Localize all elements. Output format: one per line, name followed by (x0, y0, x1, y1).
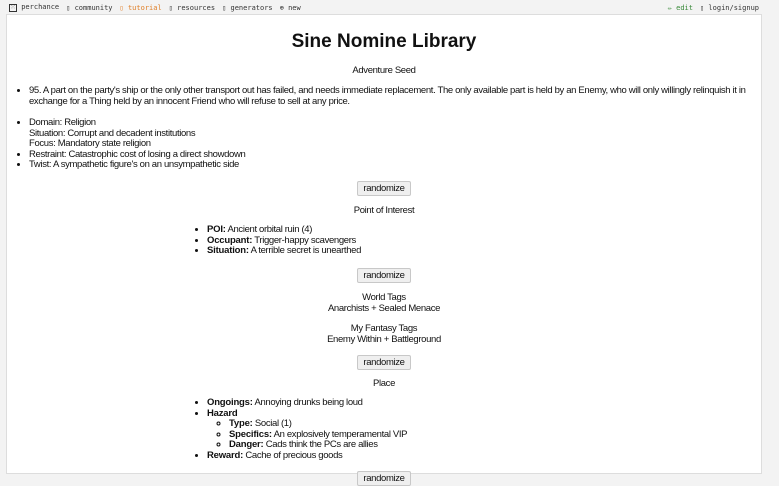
domain: Domain: Religion (29, 117, 96, 128)
fantasy-tags: Enemy Within + Battleground (327, 334, 441, 345)
fantasy-tags-heading: My Fantasy Tags (350, 323, 418, 334)
situation-item (207, 246, 361, 257)
seed-list (7, 86, 779, 107)
key: Danger: (229, 439, 264, 451)
value: Social (1) (252, 418, 292, 430)
randomize-adventure-button[interactable]: randomize (357, 181, 410, 196)
key: POI: (207, 224, 226, 235)
generator-output (6, 14, 762, 484)
key: Type: (229, 418, 253, 430)
seed-domain-block (29, 118, 245, 150)
poi-heading: Point of Interest (353, 205, 415, 216)
nav-tutorial[interactable]: ▯ tutorial (119, 3, 162, 12)
nav-label: new (288, 3, 301, 12)
place-list (185, 398, 407, 462)
nav-label: resources (177, 3, 216, 12)
restraint: • Restraint: Catastrophic cost of losing a direct showdown (29, 150, 245, 161)
value: Cads think the PCs are allies (263, 439, 378, 451)
key: Specifics: (229, 428, 272, 440)
nav-label: generators (230, 3, 273, 12)
randomize-poi-button[interactable]: randomize (357, 268, 410, 283)
hazard-sublist (207, 419, 407, 451)
edit-button[interactable]: ✏ edit (667, 4, 693, 12)
page-title: Sine Nomine Library (291, 31, 477, 52)
value: Annoying drunks being loud (252, 397, 363, 408)
nav-community[interactable]: ▯ community (66, 3, 113, 12)
key: Ongoings: (207, 397, 253, 408)
place-heading: Place (372, 378, 395, 389)
key: Occupant: (207, 234, 253, 246)
randomize-place-button[interactable]: randomize (357, 471, 410, 486)
top-nav (0, 0, 768, 14)
twist: • Twist: A sympathetic figure's on an unsympathetic side (29, 160, 245, 171)
poi-list (185, 225, 361, 257)
seed-text: • 95. A part on the party's ship or the only other transport out has failed, and needs immediate replacement. The only available part is held by an Enemy, who will only willingly relinquish it in exchange for a Thing held by an innocent Friend who will refuse to sell at any price. (29, 86, 779, 107)
edit-label: edit (676, 4, 693, 12)
dice-logo-icon: ⁙ (10, 4, 16, 11)
value: Trigger-happy scavengers (252, 234, 356, 246)
key: Situation: (207, 245, 249, 257)
nav-perchance[interactable] (9, 3, 59, 12)
seed-details (7, 118, 245, 171)
focus: Focus: Mandatory state religion (29, 138, 151, 150)
nav-resources[interactable]: ▯ resources (168, 3, 216, 12)
randomize-tags-button[interactable]: randomize (357, 355, 410, 370)
adventure-heading: Adventure Seed (352, 65, 416, 76)
value: An explosively temperamental VIP (271, 428, 408, 440)
key: Hazard (207, 407, 238, 419)
reward-item (207, 451, 407, 462)
key: Reward: (207, 449, 244, 461)
value: Cache of precious goods (243, 449, 343, 461)
world-tags: Anarchists + Sealed Menace (327, 303, 441, 314)
value: A terrible secret is unearthed (248, 245, 362, 257)
value: Ancient orbital ruin (4) (225, 224, 313, 235)
nav-label: perchance (21, 3, 60, 11)
world-tags-heading: World Tags (362, 292, 406, 303)
situation: Situation: Corrupt and decadent institutions (29, 127, 196, 139)
login-link[interactable]: ▯ login/signup (699, 4, 759, 12)
nav-label: tutorial (127, 3, 162, 12)
login-label: login/signup (708, 4, 759, 12)
nav-generators[interactable]: ▯ generators (222, 3, 273, 12)
hazard-item (207, 409, 407, 451)
nav-new[interactable]: ⊕ new (279, 3, 301, 12)
nav-label: community (74, 3, 113, 12)
